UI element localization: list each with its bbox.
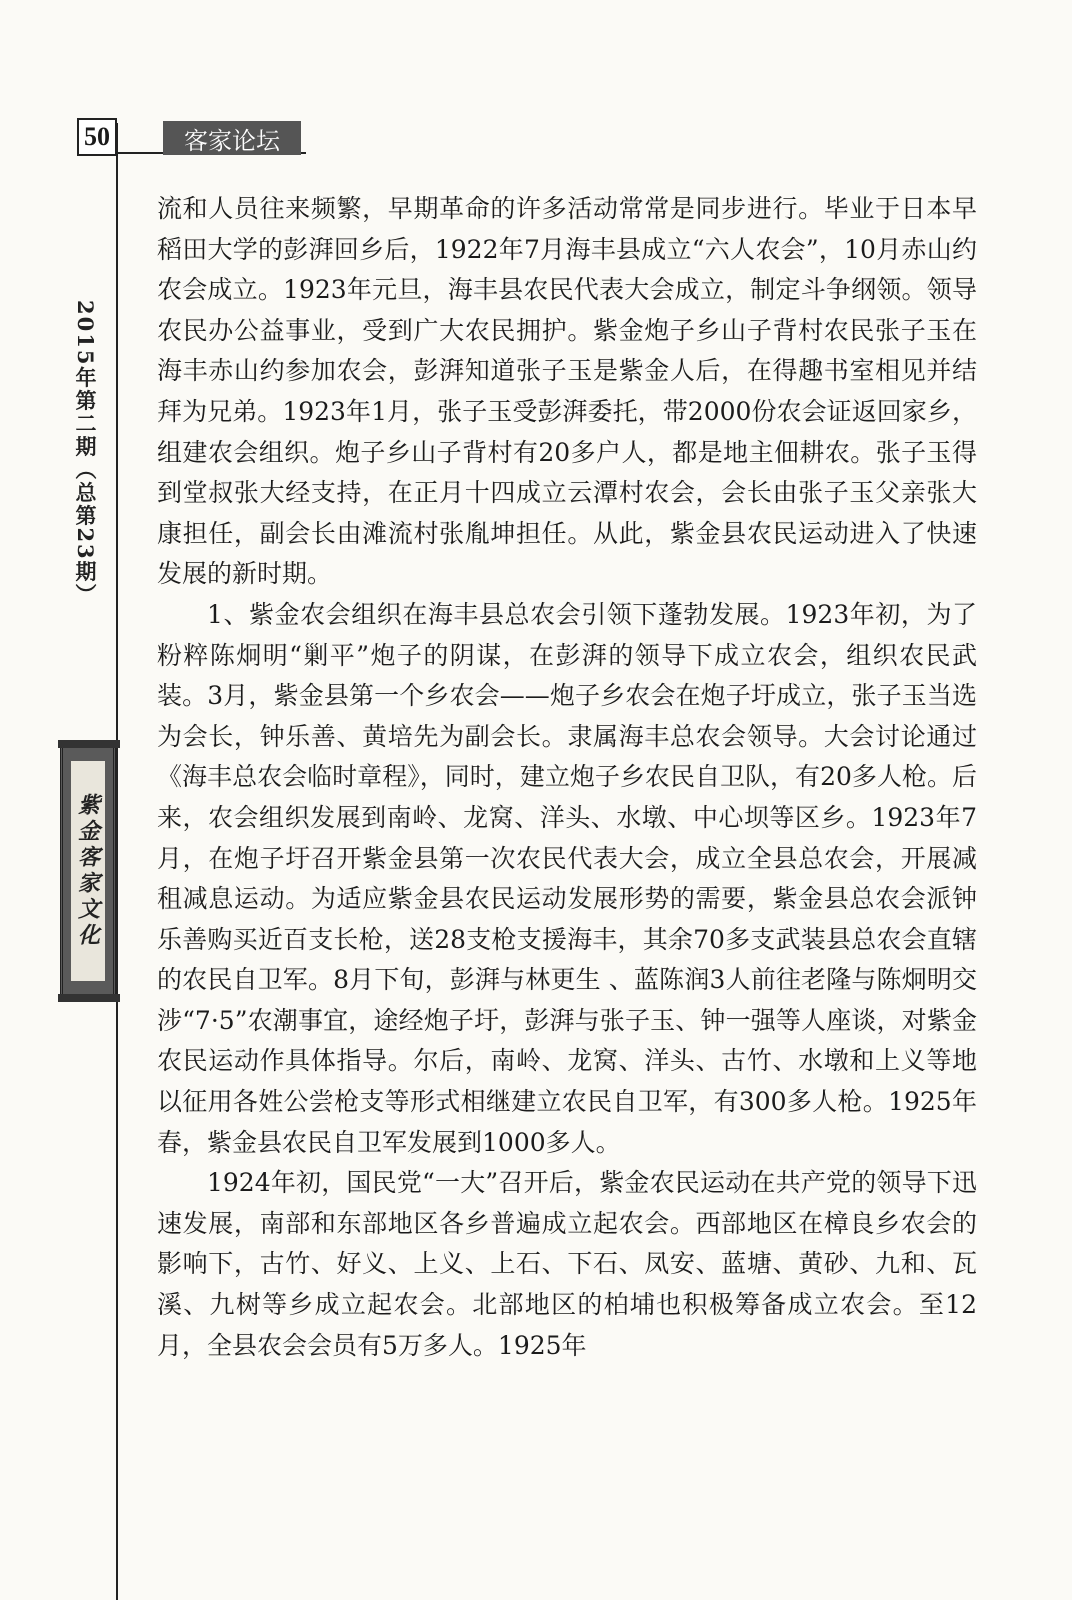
paragraph: 流和人员往来频繁，早期革命的许多活动常常是同步进行。毕业于日本早稻田大学的彭湃回乡后，1922年7月海丰县成立“六人农会”，10月赤山约农会成立。1923年元旦，海丰县农民代表大会成立，制定斗争纲领。领导农民办公益事业，受到广大农民拥护。紫金炮子乡山子背村农民张子玉在海丰赤山约参加农会，彭湃知道张子玉是紫金人后，在得趣书室相见并结拜为兄弟。1923年1月，张子玉受彭湃委托，带2000份农会证返回家乡，组建农会组织。炮子乡山子背村有20多户人，都是地主佃耕农。张子玉得到堂叔张大经支持，在正月十四成立云潭村农会，会长由张子玉父亲张大康担任，副会长由滩流村张胤坤担任。从此，紫金县农民运动进入了快速发展的新时期。 bbox=[157, 194, 977, 589]
scroll-emblem-text: 紫金客家文化 bbox=[74, 793, 101, 949]
scroll-emblem-panel bbox=[71, 761, 105, 981]
page-number: 50 bbox=[77, 118, 117, 156]
paragraph: 1924年初，国民党“一大”召开后，紫金农民运动在共产党的领导下迅速发展，南部和东部地区各乡普遍成立起农会。西部地区在樟良乡农会的影响下，古竹、好义、上义、上石、下石、凤安、蓝塘、黄砂、九和、瓦溪、九树等乡成立起农会。北部地区的柏埔也积极筹备成立农会。至12月，全县农会会员有5万多人。1925年 bbox=[157, 1168, 977, 1360]
issue-info: 2015年第二期（总第23期） bbox=[73, 300, 98, 607]
scroll-emblem bbox=[60, 745, 116, 997]
article-body bbox=[157, 189, 977, 1366]
section-title: 客家论坛 bbox=[163, 121, 301, 155]
paragraph: 1、紫金农会组织在海丰县总农会引领下蓬勃发展。1923年初，为了粉粹陈炯明“剿平”炮子的阴谋，在彭湃的领导下成立农会，组织农民武装。3月，紫金县第一个乡农会——炮子乡农会在炮子圩成立，张子玉当选为会长，钟乐善、黄培先为副会长。隶属海丰总农会领导。大会讨论通过《海丰总农会临时章程》，同时，建立炮子乡农民自卫队，有20多人枪。后来，农会组织发展到南岭、龙窝、洋头、水墩、中心坝等区乡。1923年7月，在炮子圩召开紫金县第一次农民代表大会，成立全县总农会，开展减租减息运动。为适应紫金县农民运动发展形势的需要，紫金县总农会派钟乐善购买近百支长枪，送28支枪支援海丰，其余70多支武装县总农会直辖的农民自卫军。8月下旬，彭湃与林更生 、蓝陈润3人前往老隆与陈炯明交涉“7·5”农潮事宜，途经炮子圩，彭湃与张子玉、钟一强等人座谈，对紫金农民运动作具体指导。尔后，南岭、龙窝、洋头、古竹、水墩和上义等地以征用各姓公尝枪支等形式相继建立农民自卫军，有300多人枪。1925年春，紫金县农民自卫军发展到1000多人。 bbox=[157, 599, 978, 1157]
margin-rule-vertical bbox=[116, 123, 118, 1600]
